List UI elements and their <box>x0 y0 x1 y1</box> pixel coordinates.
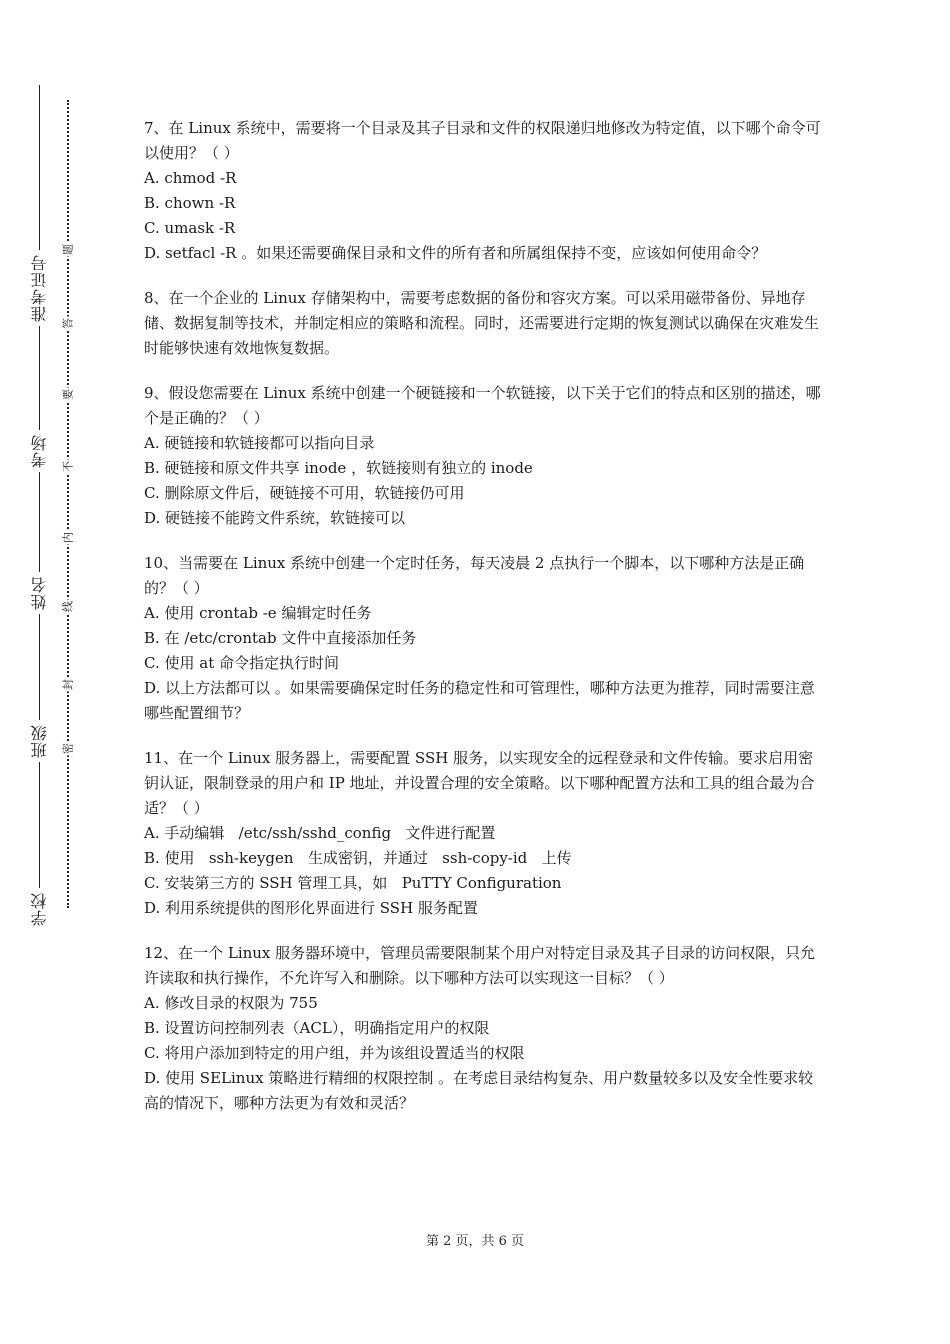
seal-char: 内 <box>61 532 75 543</box>
option-b: B. 硬链接和原文件共享 inode ，软链接则有独立的 inode <box>144 459 533 477</box>
question-12 <box>144 941 824 1116</box>
binding-margin <box>0 0 110 1344</box>
option-d: D. 利用系统提供的图形化界面进行 SSH 服务配置 <box>144 899 478 917</box>
option-b: B. 使用 ssh-keygen 生成密钥，并通过 ssh-copy-id 上传 <box>144 849 572 867</box>
question-10 <box>144 551 824 726</box>
seal-char: 不 <box>61 461 75 472</box>
school-label: 学校 <box>32 888 48 930</box>
seal-char: 答 <box>61 318 75 329</box>
seal-char: 线 <box>61 601 75 612</box>
seal-char: 密 <box>61 743 75 754</box>
question-list <box>144 116 824 1136</box>
question-7 <box>144 116 824 266</box>
option-d: D. setfacl -R 。如果还需要确保目录和文件的所有者和所属组保持不变，应该如何使用命令？ <box>144 244 767 262</box>
option-b: B. 在 /etc/crontab 文件中直接添加任务 <box>144 629 417 647</box>
seal-char: 要 <box>61 389 75 400</box>
question-stem: 8、在一个企业的 Linux 存储架构中，需要考虑数据的备份和容灾方案。可以采用磁带备份、异地存储、数据复制等技术，并制定相应的策略和流程。同时，还需要进行定期的恢复测试以确保在灾难发生时能够快速有效地恢复数据。 <box>144 289 820 357</box>
page-number: 第 2 页，共 6 页 <box>425 1234 525 1249</box>
option-c: C. 将用户添加到特定的用户组，并为该组设置适当的权限 <box>144 1044 525 1062</box>
option-a: A. 修改目录的权限为 755 <box>144 994 318 1012</box>
option-c: C. 安装第三方的 SSH 管理工具，如 PuTTY Configuration <box>144 874 562 892</box>
name-label: 姓名 <box>32 572 48 614</box>
option-a: A. chmod -R <box>144 169 237 187</box>
option-c: C. 删除原文件后，硬链接不可用，软链接仍可用 <box>144 484 465 502</box>
seal-char: 封 <box>61 679 75 690</box>
question-stem: 10、当需要在 Linux 系统中创建一个定时任务，每天凌晨 2 点执行一个脚本，以下哪种方法是正确的？（ ） <box>144 554 805 597</box>
option-d: D. 以上方法都可以 。如果需要确保定时任务的稳定性和可管理性，哪种方法更为推荐，同时需要注意哪些配置细节？ <box>144 679 815 722</box>
seal-char: 题 <box>61 244 75 255</box>
question-stem: 9、假设您需要在 Linux 系统中创建一个硬链接和一个软链接，以下关于它们的特点和区别的描述，哪个是正确的？（ ） <box>144 384 821 427</box>
option-c: C. 使用 at 命令指定执行时间 <box>144 654 339 672</box>
binding-solid-line <box>39 85 40 930</box>
option-a: A. 硬链接和软链接都可以指向目录 <box>144 434 375 452</box>
option-d: D. 使用 SELinux 策略进行精细的权限控制 。在考虑目录结构复杂、用户数量较多以及安全性要求较高的情况下，哪种方法更为有效和灵活？ <box>144 1069 814 1112</box>
binding-dotted-line <box>67 100 69 908</box>
question-stem: 7、在 Linux 系统中，需要将一个目录及其子目录和文件的权限递归地修改为特定值，以下哪个命令可以使用？（ ） <box>144 119 821 162</box>
option-a: A. 手动编辑 /etc/ssh/sshd_config 文件进行配置 <box>144 824 496 842</box>
question-stem: 11、在一个 Linux 服务器上，需要配置 SSH 服务，以实现安全的远程登录和文件传输。要求启用密钥认证，限制登录的用户和 IP 地址，并设置合理的安全策略。以下哪种配置方法和工具的组合最为合适？（ ） <box>144 749 815 817</box>
option-a: A. 使用 crontab -e 编辑定时任务 <box>144 604 372 622</box>
question-stem: 12、在一个 Linux 服务器环境中，管理员需要限制某个用户对特定目录及其子目录的访问权限，只允许读取和执行操作，不允许写入和删除。以下哪种方法可以实现这一目标？（ ） <box>144 944 816 987</box>
option-b: B. 设置访问控制列表（ACL），明确指定用户的权限 <box>144 1019 490 1037</box>
option-b: B. chown -R <box>144 194 236 212</box>
question-11 <box>144 746 824 921</box>
class-label: 班级 <box>32 720 48 762</box>
option-d: D. 硬链接不能跨文件系统，软链接可以 <box>144 509 406 527</box>
option-c: C. umask -R <box>144 219 236 237</box>
question-9 <box>144 381 824 531</box>
question-8 <box>144 286 824 361</box>
exam-room-label: 考场 <box>32 430 48 472</box>
exam-id-label: 准考证号 <box>32 250 48 326</box>
